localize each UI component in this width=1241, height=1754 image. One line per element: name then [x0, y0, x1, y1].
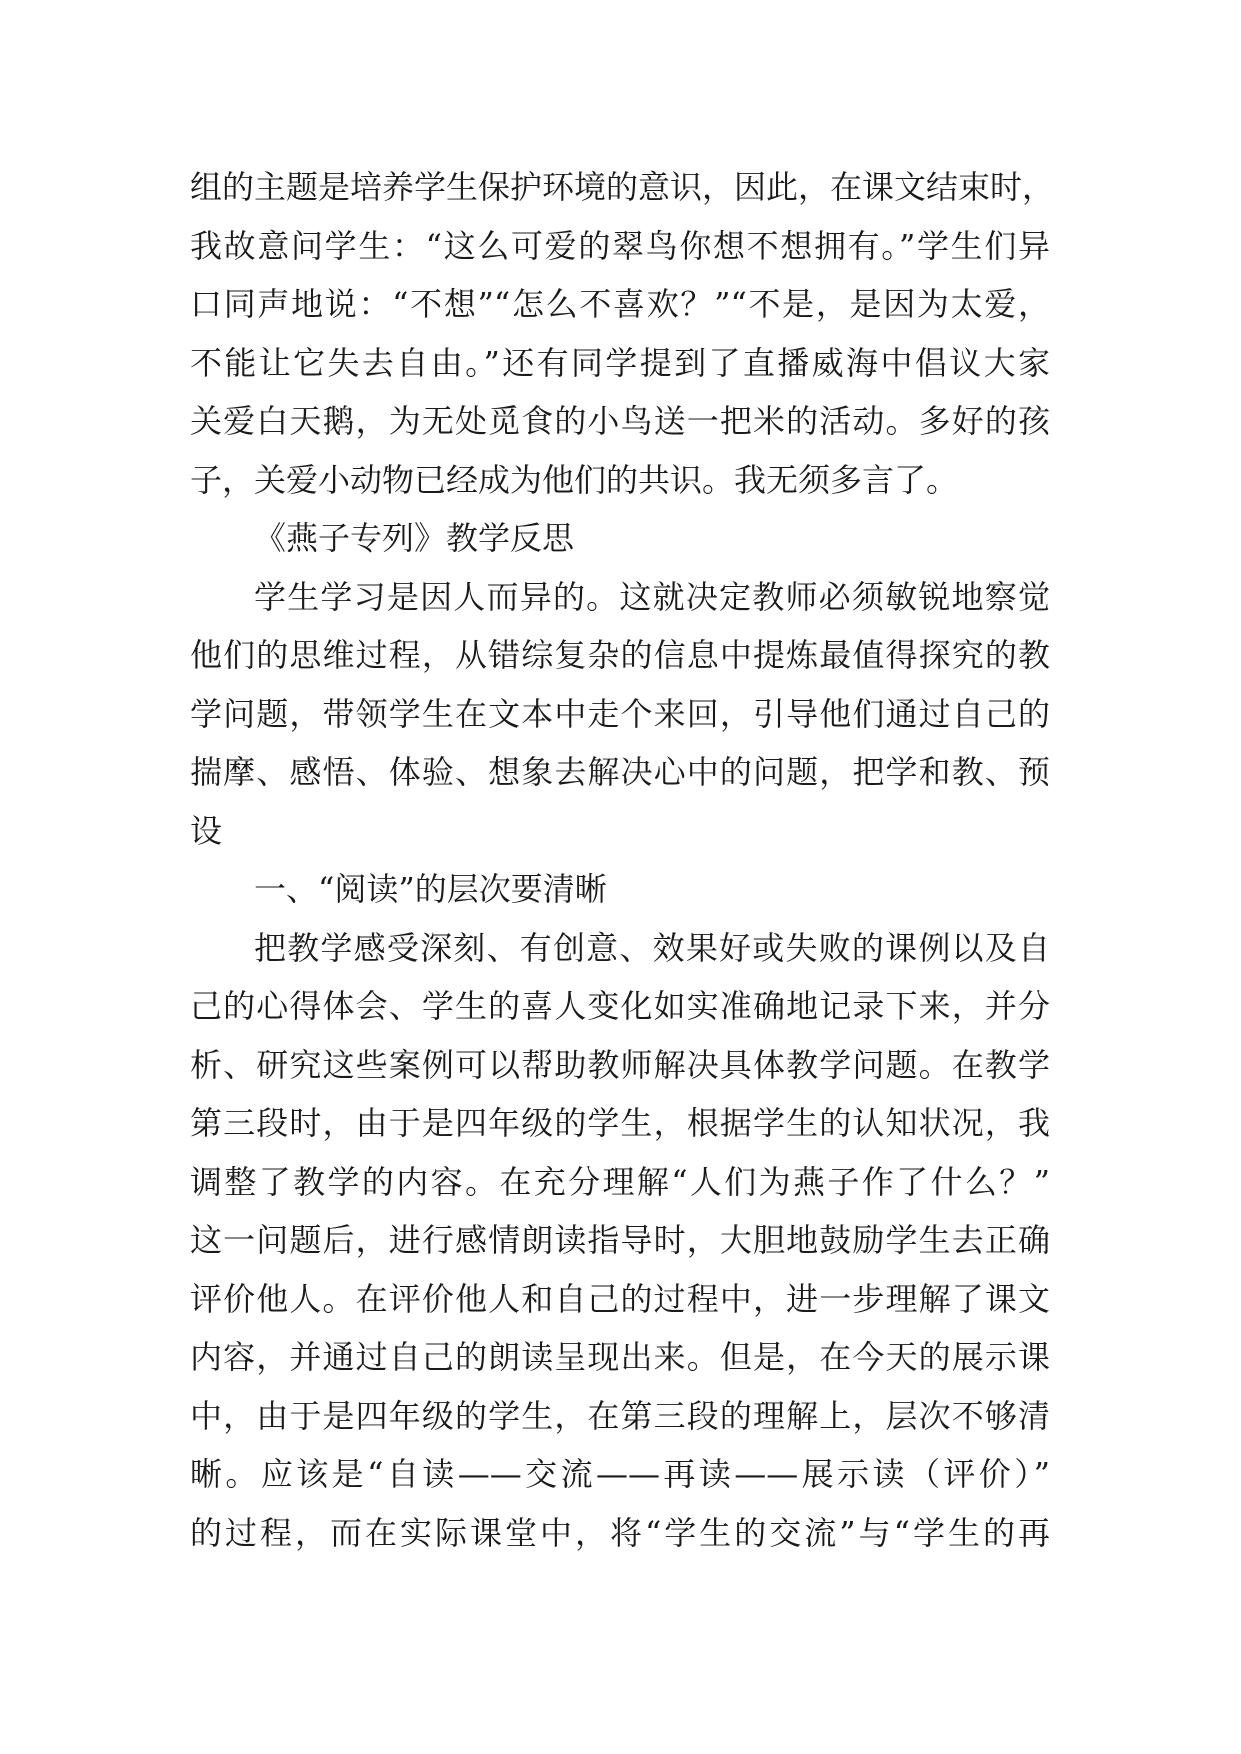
text-line: 子，关爱小动物已经成为他们的共识。我无须多言了。 — [190, 460, 959, 499]
text-line: 关爱白天鹅，为无处觅食的小鸟送一把米的活动。多好的孩 — [190, 402, 1050, 440]
text-line: 学问题，带领学生在文本中走个来回，引导他们通过自己的 — [190, 694, 1050, 733]
text-line: 第三段时，由于是四年级的学生，根据学生的认知状况，我 — [190, 1104, 1050, 1142]
section-title: 《燕子专列》教学反思 — [254, 519, 575, 557]
text-line: 设 — [190, 811, 223, 850]
text-line: 不能让它失去自由。”还有同学提到了直播威海中倡议大家 — [190, 343, 1050, 382]
text-line: 中，由于是四年级的学生，在第三段的理解上，层次不够清 — [190, 1396, 1050, 1435]
section-heading: 一、“阅读”的层次要清晰 — [254, 870, 607, 908]
text-line: 我故意问学生：“这么可爱的翠鸟你想不想拥有。”学生们异 — [190, 226, 1050, 265]
text-line: 这一问题后，进行感情朗读指导时，大胆地鼓励学生去正确 — [190, 1221, 1050, 1259]
text-line: 内容，并通过自己的朗读呈现出来。但是，在今天的展示课 — [190, 1338, 1050, 1376]
text-line: 晰。应该是“自读——交流——再读——展示读（评价）” — [190, 1455, 1050, 1493]
text-line: 评价他人。在评价他人和自己的过程中，进一步理解了课文 — [190, 1279, 1050, 1318]
body-text — [190, 158, 1055, 1562]
text-line: 调整了教学的内容。在充分理解“人们为燕子作了什么？” — [190, 1162, 1050, 1201]
text-line: 揣摩、感悟、体验、想象去解决心中的问题，把学和教、预 — [190, 753, 1050, 791]
text-line: 把教学感受深刻、有创意、效果好或失败的课例以及自 — [254, 928, 1050, 967]
text-line: 的过程，而在实际课堂中，将“学生的交流”与“学生的再 — [190, 1513, 1050, 1552]
text-line: 学生学习是因人而异的。这就决定教师必须敏锐地察觉 — [254, 577, 1050, 616]
text-line: 析、研究这些案例可以帮助教师解决具体教学问题。在教学 — [190, 1045, 1050, 1084]
text-line: 组的主题是培养学生保护环境的意识，因此，在课文结束时， — [190, 168, 1055, 206]
text-line: 他们的思维过程，从错综复杂的信息中提炼最值得探究的教 — [190, 636, 1050, 674]
text-line: 己的心得体会、学生的喜人变化如实准确地记录下来，并分 — [190, 987, 1050, 1025]
text-line: 口同声地说：“不想”“怎么不喜欢？”“不是，是因为太爱， — [190, 285, 1050, 323]
